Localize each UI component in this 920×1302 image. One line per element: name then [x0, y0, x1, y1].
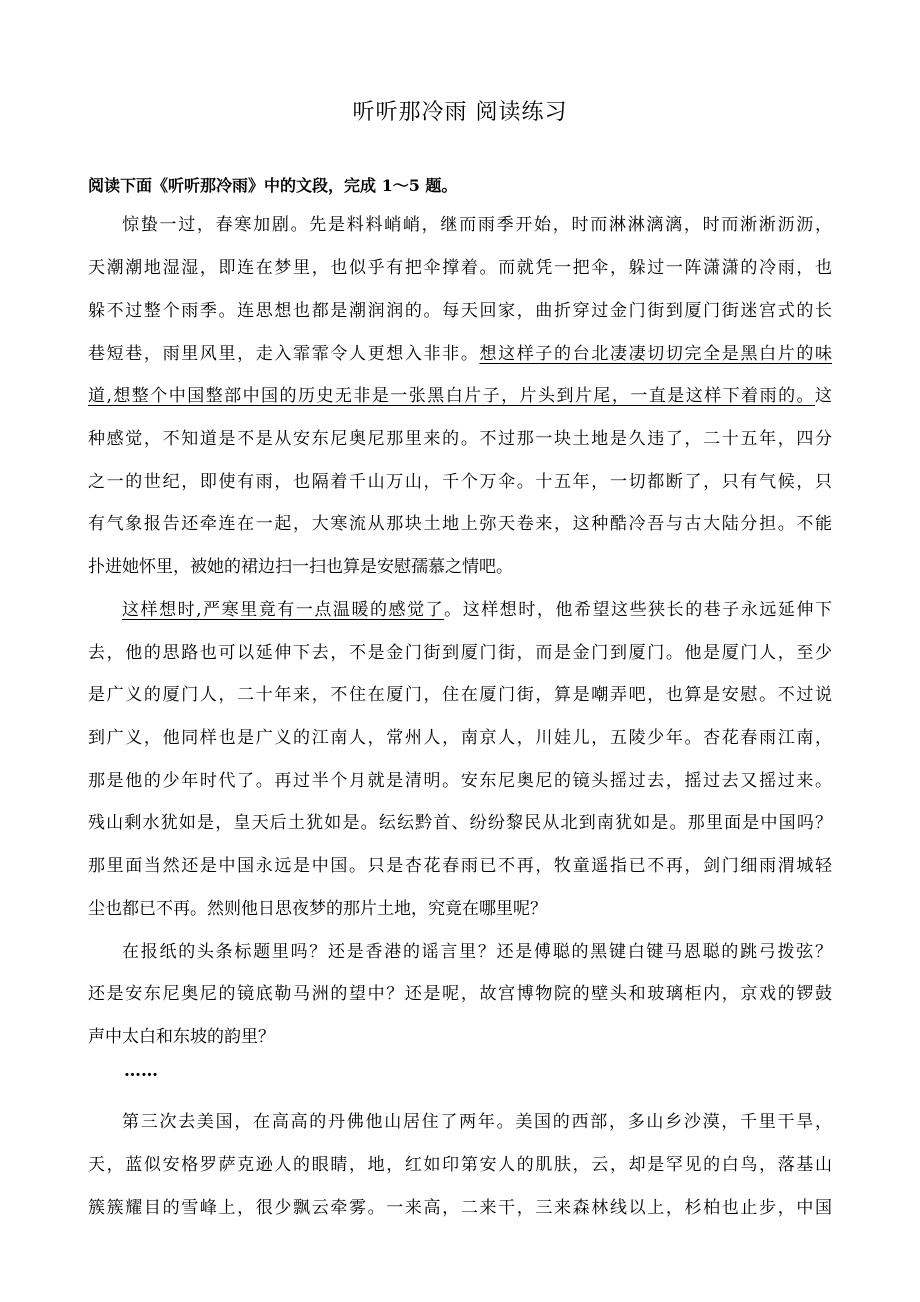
underlined-sentence: 这样想时,严寒里竟有一点温暖的感觉了 [122, 600, 445, 620]
text-line: 之一的世纪，即使有雨，也隔着千山万山，千个万伞。十五年，一切都断了，只有气候，只 [88, 472, 832, 492]
text-line [88, 337, 832, 371]
text-line: 声中太白和东坡的韵里？ [88, 1027, 275, 1047]
ellipsis-marker: …… [124, 1061, 158, 1081]
text-segment: 巷短巷，雨里风里，走入霏霏令人更想入非非。 [88, 344, 480, 364]
text-line: 第三次去美国，在高高的丹佛他山居住了两年。美国的西部，多山乡沙漠，千里干旱， [122, 1112, 832, 1132]
text-segment: 这 [815, 386, 832, 406]
text-line [122, 593, 832, 627]
text-line: 有气象报告还牵连在一起，大寒流从那块土地上弥天卷来，这种酷冷吾与古大陆分担。不能 [88, 514, 832, 534]
text-line: 在报纸的头条标题里吗？还是香港的谣言里？还是傅聪的黑键白键马恩聪的跳弓拨弦？ [122, 942, 832, 962]
underlined-sentence: 想这样子的台北凄凄切切完全是黑白片的味 [479, 344, 833, 364]
text-line: 天潮潮地湿湿，即连在梦里，也似乎有把伞撑着。而就凭一把伞，躲过一阵潇潇的冷雨，也 [88, 258, 832, 278]
text-line [88, 379, 832, 413]
text-line: 是广义的厦门人，二十年来，不住在厦门，住在厦门街，算是嘲弄吧，也算是安慰。不过说 [88, 685, 832, 705]
document-title: 听听那冷雨 阅读练习 [352, 100, 568, 125]
text-line: 还是安东尼奥尼的镜底勒马洲的望中？还是呢，故宫博物院的壁头和玻璃柜内，京戏的锣鼓 [88, 984, 832, 1004]
text-line: 种感觉，不知道是不是从安东尼奥尼那里来的。不过那一块土地是久违了，二十五年，四分 [88, 429, 832, 449]
text-segment: 。这样想时，他希望这些狭长的巷子永远延伸下 [444, 600, 833, 620]
text-line: 尘也都已不再。然则他日思夜梦的那片土地，究竟在哪里呢？ [88, 899, 547, 919]
text-line: 到广义，他同样也是广义的江南人，常州人，南京人，川娃儿，五陵少年。杏花春雨江南， [88, 728, 832, 748]
text-line: 残山剩水犹如是，皇天后土犹如是。纭纭黔首、纷纷黎民从北到南犹如是。那里面是中国吗？ [88, 813, 832, 833]
text-line: 躲不过整个雨季。连思想也都是潮润润的。每天回家，曲折穿过金门街到厦门街迷宫式的长 [88, 301, 832, 321]
reading-instruction: 阅读下面《听听那冷雨》中的文段，完成 1～5 题。 [88, 176, 458, 195]
text-line: 去，他的思路也可以延伸下去，不是金门街到厦门街，而是金门到厦门。他是厦门人，至少 [88, 643, 832, 663]
text-line: 惊蛰一过，春寒加剧。先是料料峭峭，继而雨季开始，时而淋淋漓漓，时而淅淅沥沥， [122, 215, 832, 235]
text-line: 扑进她怀里，被她的裙边扫一扫也算是安慰孺慕之情吧。 [88, 557, 513, 577]
text-line: 那里面当然还是中国永远是中国。只是杏花春雨已不再，牧童遥指已不再，剑门细雨渭城轻 [88, 856, 832, 876]
underlined-sentence: 道,想整个中国整部中国的历史无非是一张黑白片子，片头到片尾，一直是这样下着雨的。 [88, 386, 815, 406]
text-line: 天，蓝似安格罗萨克逊人的眼睛，地，红如印第安人的肌肤，云，却是罕见的白鸟，落基山 [88, 1155, 832, 1175]
text-line: 簇簇耀目的雪峰上，很少飘云牵雾。一来高，二来干，三来森林线以上，杉柏也止步，中国 [88, 1198, 832, 1218]
text-line: 那是他的少年时代了。再过半个月就是清明。安东尼奥尼的镜头摇过去，摇过去又摇过来。 [88, 771, 832, 791]
